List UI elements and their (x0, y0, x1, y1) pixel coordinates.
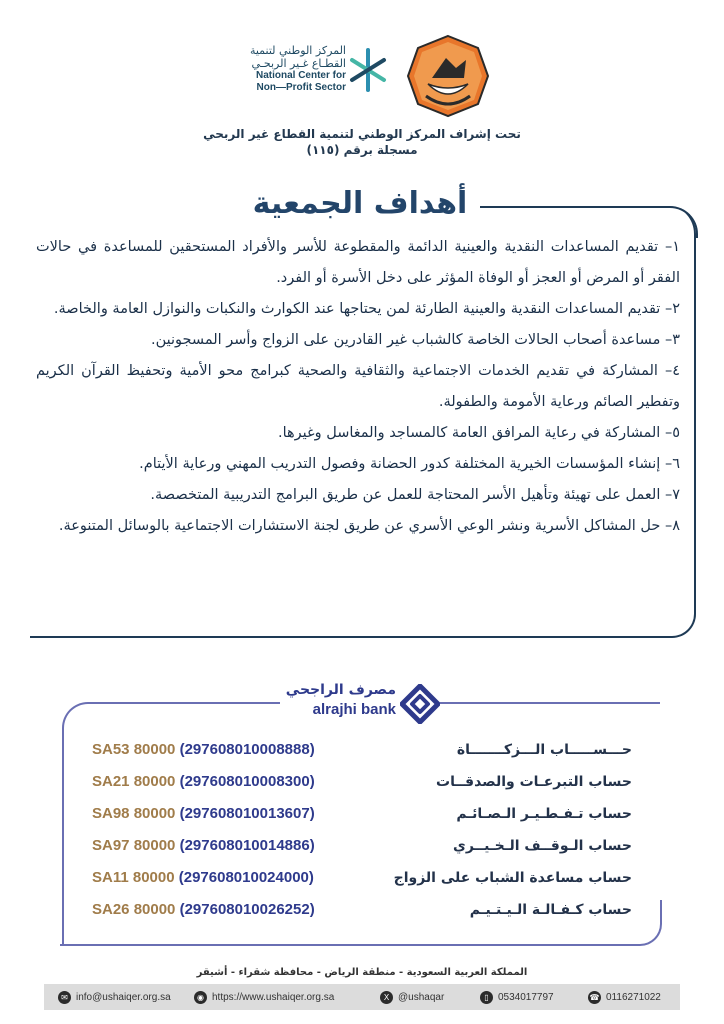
ncnp-name-ar-1: المركز الوطني لتنمية (249, 44, 346, 57)
account-row (92, 898, 632, 930)
supervision-note (0, 126, 724, 158)
bank-name-en: alrajhi bank (312, 701, 396, 718)
account-row (92, 738, 632, 770)
goal-item: ٨– حل المشاكل الأسرية ونشر الوعي الأسري عن طريق لجنة الاستشارات الاجتماعية بالوسائل المتنوعة. (58, 518, 680, 534)
account-number[interactable] (92, 738, 315, 762)
supervision-line: تحت إشراف المركز الوطني لتنمية القطاع غير الربحي (203, 127, 521, 141)
website-text: https://www.ushaiqer.org.sa (212, 991, 335, 1003)
account-no: (297608010014886) (179, 837, 315, 854)
iban-prefix: SA97 80000 (92, 837, 176, 854)
ncnp-logo (228, 44, 388, 104)
alrajhi-emblem-icon (400, 684, 440, 724)
account-label: حساب تـفـطـيـر الـصـائـم (456, 806, 632, 822)
contact-twitter[interactable] (380, 989, 444, 1005)
header (0, 30, 724, 110)
goal-item: ٥– المشاركة في رعاية المرافق العامة كالمساجد والمغاسل وغيرها. (277, 425, 680, 441)
email-icon: ✉ (58, 991, 71, 1004)
account-number[interactable] (92, 770, 315, 794)
iban-prefix: SA98 80000 (92, 805, 176, 822)
account-row (92, 770, 632, 802)
account-number[interactable] (92, 866, 314, 890)
ncnp-name-en-2: Non—Profit Sector (256, 82, 346, 93)
account-label: حساب الـوقــف الـخـيــري (453, 838, 632, 854)
email-text: info@ushaiqer.org.sa (76, 991, 171, 1003)
account-no: (297608010013607) (179, 805, 315, 822)
footer-address: المملكة العربية السعودية - منطقة الرياض - محافظة شقراء - أشيقر (196, 967, 528, 978)
account-number[interactable] (92, 802, 315, 826)
association-logo-icon (406, 34, 490, 118)
registration-line: مسجلة برقم (١١٥) (306, 143, 418, 157)
account-row (92, 866, 632, 898)
goals-title: أهداف الجمعية (252, 186, 468, 221)
goal-item: ٤– المشاركة في تقديم الخدمات الاجتماعية والثقافية والصحية كبرامج محو الأمية وتحفيظ القرآن الكريم وتفطير الصائم ورعاية الأمومة والطفولة. (36, 363, 680, 410)
goals-list (36, 232, 680, 542)
account-row (92, 834, 632, 866)
goal-item: ٧– العمل على تهيئة وتأهيل الأسر المحتاجة للعمل عن طريق البرامج التدريبية المتخصصة. (150, 487, 680, 503)
account-no: (297608010008888) (179, 741, 315, 758)
globe-icon: ◉ (194, 991, 207, 1004)
mobile-text: 0534017797 (498, 991, 554, 1003)
goal-item: ٣– مساعدة أصحاب الحالات الخاصة كالشباب غير القادرين على الزواج وأسر المسجونين. (151, 332, 680, 348)
twitter-text: @ushaqar (398, 991, 445, 1003)
alrajhi-bank-logo (280, 680, 440, 728)
iban-prefix: SA26 80000 (92, 901, 176, 918)
goal-item: ١– تقديم المساعدات النقدية والعينية الدائمة والمقطوعة للأسر والأفراد المستحقين للمساعدة في حالات الفقر أو المرض أو العجز أو الوفاة المؤثر على دخل الأسرة أو الفرد. (36, 239, 680, 286)
account-number[interactable] (92, 898, 315, 922)
ncnp-logo-text (250, 44, 346, 94)
contact-email[interactable] (58, 989, 171, 1005)
mobile-phone-icon: ▯ (480, 991, 493, 1004)
iban-prefix: SA11 80000 (92, 869, 175, 886)
account-no: (297608010008300) (179, 773, 315, 790)
account-label: حـــســـــاب الـــزكـــــــاة (456, 742, 632, 758)
contact-bar (44, 984, 680, 1010)
account-row (92, 802, 632, 834)
contact-phone[interactable] (588, 989, 661, 1005)
phone-text: 0116271022 (606, 991, 661, 1003)
account-label: حساب مساعدة الشباب على الزواج (393, 870, 632, 886)
bank-name-ar: مصرف الراجحي (285, 682, 396, 698)
accounts-list (92, 738, 632, 930)
iban-prefix: SA21 80000 (92, 773, 176, 790)
account-label: حساب التبرعـات والصدقــات (436, 774, 632, 790)
ncnp-name-en-1: National Center for (255, 70, 346, 81)
x-twitter-icon: X (380, 991, 393, 1004)
ncnp-name-ar-2: القطـاع غـير الربحـي (251, 57, 346, 70)
account-label: حساب كـفـالـة الـيـتـيـم (469, 902, 632, 918)
contact-website[interactable] (194, 989, 334, 1005)
telephone-icon: ☎ (589, 992, 600, 1002)
goal-item: ٢– تقديم المساعدات النقدية والعينية الطارئة لمن يحتاجها عند الكوارث والنكبات والنوازل العامة والخاصة. (53, 301, 680, 317)
contact-mobile[interactable] (480, 989, 554, 1005)
account-no: (297608010026252) (179, 901, 315, 918)
account-no: (297608010024000) (178, 869, 314, 886)
iban-prefix: SA53 80000 (92, 741, 176, 758)
goal-item: ٦– إنشاء المؤسسات الخيرية المختلفة كدور الحضانة وفصول التدريب المهني ورعاية الأيتام. (139, 456, 680, 472)
ncnp-emblem-icon (348, 48, 388, 92)
account-number[interactable] (92, 834, 315, 858)
